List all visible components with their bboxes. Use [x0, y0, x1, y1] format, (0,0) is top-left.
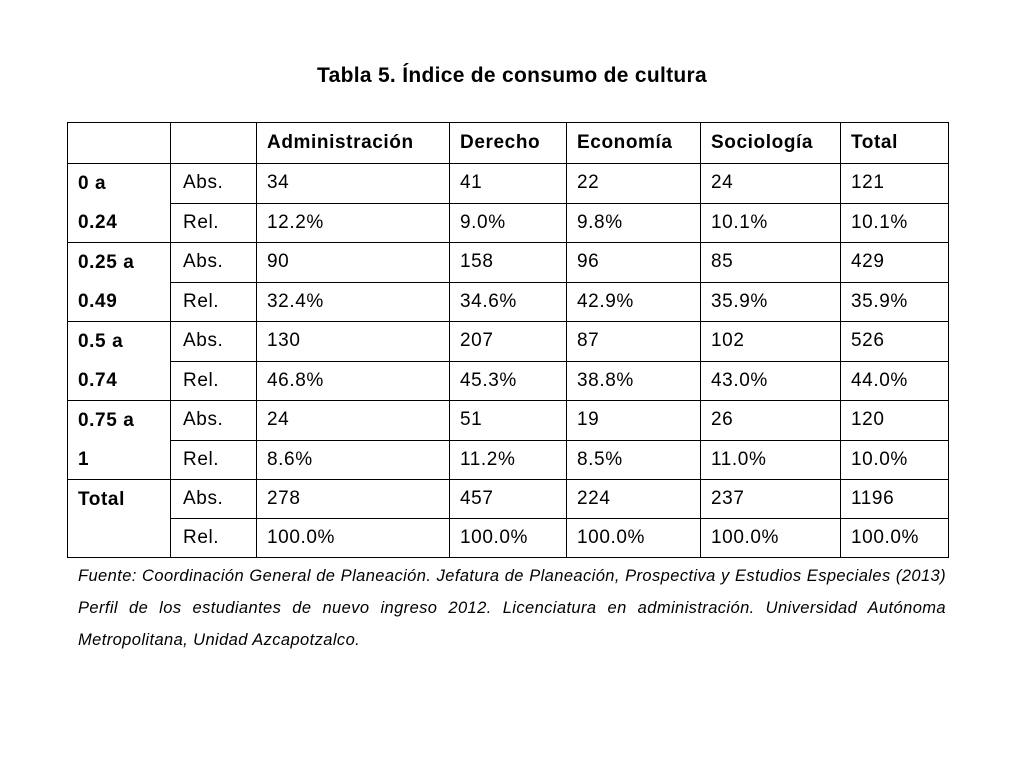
table-row: [68, 361, 949, 401]
table-cell: 100.0%: [567, 519, 701, 558]
table-cell: 100.0%: [450, 519, 567, 558]
table-cell: 44.0%: [841, 361, 949, 401]
table-cell: 130: [257, 322, 450, 362]
header-cell: Derecho: [450, 123, 567, 164]
row-type-label: Rel.: [171, 519, 257, 558]
table-cell: 100.0%: [841, 519, 949, 558]
range-label: [68, 480, 171, 558]
range-label: [68, 243, 171, 322]
range-label-line: 0.75 a: [78, 410, 135, 431]
table-cell: 100.0%: [257, 519, 450, 558]
header-cell: Total: [841, 123, 949, 164]
table-row: [68, 282, 949, 322]
table-cell: 11.0%: [701, 440, 841, 480]
range-label-line: 0.74: [78, 370, 118, 391]
table-cell: 24: [701, 164, 841, 204]
table-body: [68, 123, 949, 558]
row-type-label: Rel.: [171, 440, 257, 480]
table-cell: 32.4%: [257, 282, 450, 322]
table-cell: 11.2%: [450, 440, 567, 480]
table-cell: 9.0%: [450, 203, 567, 243]
table-cell: 8.5%: [567, 440, 701, 480]
table-row: [68, 322, 949, 362]
range-label-line: 0.24: [78, 212, 118, 233]
table-cell: 35.9%: [701, 282, 841, 322]
table-cell: 8.6%: [257, 440, 450, 480]
table-cell: 51: [450, 401, 567, 441]
range-label-line: 0.5 a: [78, 331, 124, 352]
row-type-label: Rel.: [171, 282, 257, 322]
table-cell: 19: [567, 401, 701, 441]
table-title: Tabla 5. Índice de consumo de cultura: [317, 64, 707, 87]
header-cell: [68, 123, 171, 164]
table-cell: 87: [567, 322, 701, 362]
table-row: [68, 203, 949, 243]
table-cell: 120: [841, 401, 949, 441]
table-cell: 224: [567, 480, 701, 519]
table-cell: 38.8%: [567, 361, 701, 401]
table-cell: 429: [841, 243, 949, 283]
table-cell: 46.8%: [257, 361, 450, 401]
range-label: [68, 164, 171, 243]
range-label-line: 0 a: [78, 173, 107, 194]
table-cell: 22: [567, 164, 701, 204]
range-label-line: 1: [78, 449, 90, 470]
row-type-label: Abs.: [171, 243, 257, 283]
range-label-line: 0.49: [78, 291, 118, 312]
header-cell: [171, 123, 257, 164]
table-row: [68, 480, 949, 519]
source-note: Fuente: Coordinación General de Planeación. Jefatura de Planeación, Prospectiva y Estudios Especiales (2013) Perfil de los estudiantes de nuevo ingreso 2012. Licenciatura en administración. Universidad Autónoma Metropolitana, Unidad Azcapotzalco.: [78, 567, 946, 649]
table-cell: 85: [701, 243, 841, 283]
range-label-line: Total: [78, 489, 125, 510]
table-cell: 90: [257, 243, 450, 283]
table-cell: 41: [450, 164, 567, 204]
table-cell: 43.0%: [701, 361, 841, 401]
row-type-label: Abs.: [171, 480, 257, 519]
range-label-line: 0.25 a: [78, 252, 135, 273]
table-row: [68, 519, 949, 558]
table-cell: 207: [450, 322, 567, 362]
table-cell: 237: [701, 480, 841, 519]
table-cell: 12.2%: [257, 203, 450, 243]
table-cell: 45.3%: [450, 361, 567, 401]
row-type-label: Rel.: [171, 361, 257, 401]
table-cell: 24: [257, 401, 450, 441]
row-type-label: Rel.: [171, 203, 257, 243]
range-label: [68, 322, 171, 401]
table-cell: 10.0%: [841, 440, 949, 480]
table-cell: 10.1%: [841, 203, 949, 243]
row-type-label: Abs.: [171, 401, 257, 441]
row-type-label: Abs.: [171, 322, 257, 362]
table-cell: 526: [841, 322, 949, 362]
table-cell: 158: [450, 243, 567, 283]
table-cell: 10.1%: [701, 203, 841, 243]
data-table: [67, 122, 949, 558]
header-cell: Sociología: [701, 123, 841, 164]
table-cell: 42.9%: [567, 282, 701, 322]
table-cell: 100.0%: [701, 519, 841, 558]
table-cell: 457: [450, 480, 567, 519]
table-cell: 96: [567, 243, 701, 283]
table-cell: 34.6%: [450, 282, 567, 322]
table-cell: 102: [701, 322, 841, 362]
header-cell: Economía: [567, 123, 701, 164]
table-cell: 121: [841, 164, 949, 204]
range-label: [68, 401, 171, 480]
row-type-label: Abs.: [171, 164, 257, 204]
table-row: [68, 401, 949, 441]
table-cell: 34: [257, 164, 450, 204]
table-cell: 278: [257, 480, 450, 519]
header-row: [68, 123, 949, 164]
header-cell: Administración: [257, 123, 450, 164]
table-row: [68, 440, 949, 480]
table-row: [68, 243, 949, 283]
table-cell: 1196: [841, 480, 949, 519]
table-cell: 9.8%: [567, 203, 701, 243]
table-cell: 35.9%: [841, 282, 949, 322]
table-row: [68, 164, 949, 204]
table-cell: 26: [701, 401, 841, 441]
